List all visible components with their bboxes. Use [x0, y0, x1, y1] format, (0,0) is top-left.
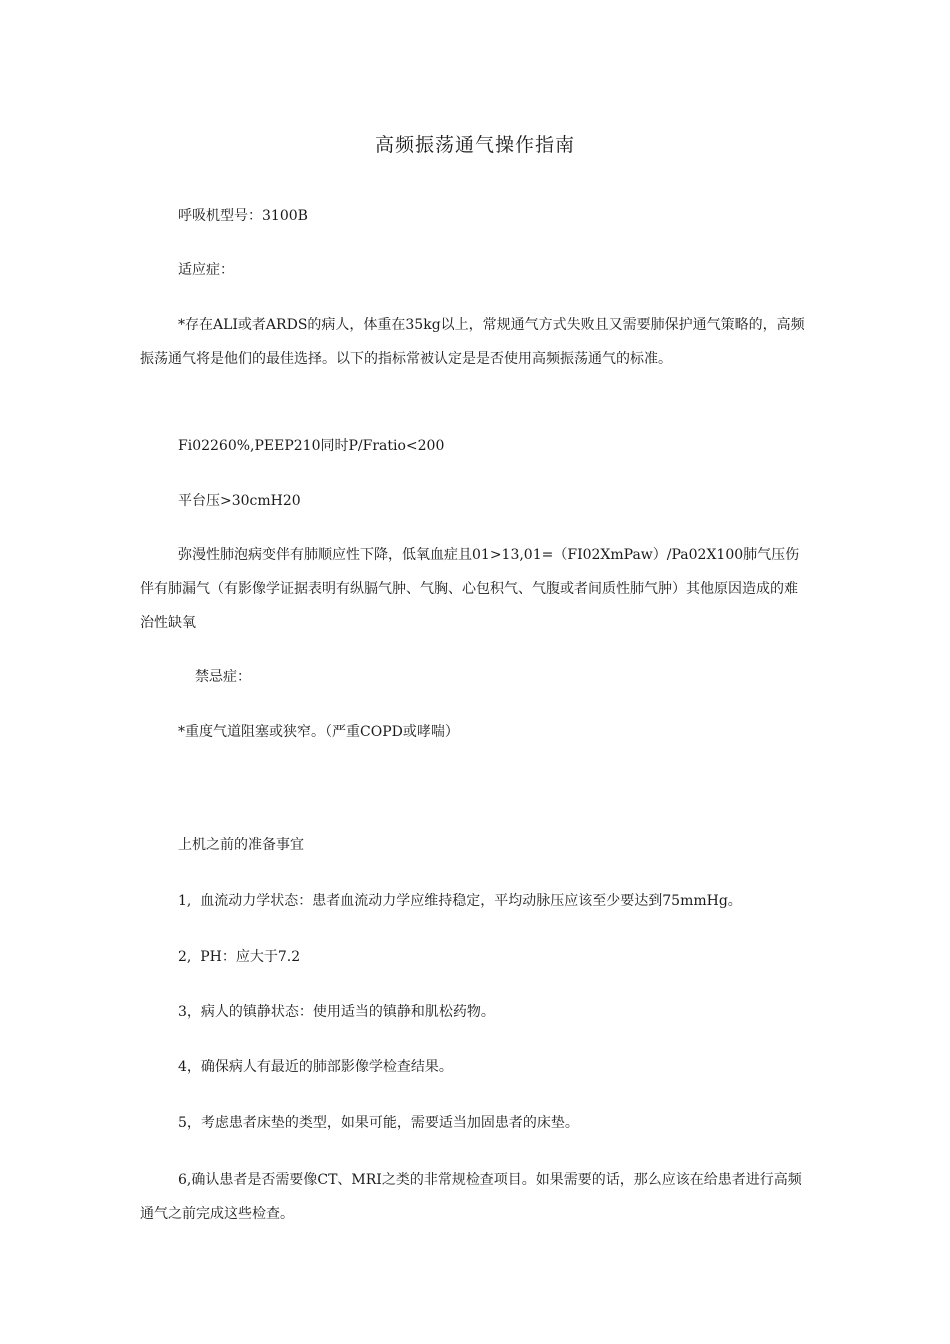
indication-paragraph: *存在ALI或者ARDS的病人，体重在35kg以上，常规通气方式失败且又需要肺保护通气策略的，高频振荡通气将是他们的最佳选择。以下的指标常被认定是是否使用高频振荡通气的标准。: [140, 317, 805, 367]
criteria-plateau-pressure: 平台压>30cmH20: [178, 493, 301, 509]
contraindications-heading: 禁忌症：: [195, 669, 251, 685]
prep-item-4: 4，确保病人有最近的肺部影像学检查结果。: [178, 1059, 453, 1075]
prep-item-5: 5，考虑患者床垫的类型，如果可能，需要适当加固患者的床垫。: [178, 1115, 579, 1131]
prep-item-1: 1, 血流动力学状态：患者血流动力学应维持稳定，平均动脉压应该至少要达到75mmHg。: [178, 893, 742, 909]
criteria-diffuse-disease: 弥漫性肺泡病变伴有肺顺应性下降，低氧血症且01>13,01=（FI02XmPaw）/Pa02X100肺气压伤伴有肺漏气（有影像学证据表明有纵膈气肿、气胸、心包积气、气腹或者间质性肺气肿）其他原因造成的难治性缺氧: [140, 547, 800, 631]
prep-item-2: 2, PH：应大于7.2: [178, 949, 301, 965]
document-title: 高频振荡通气操作指南: [374, 134, 575, 156]
prep-item-3: 3，病人的镇静状态：使用适当的镇静和肌松药物。: [178, 1004, 495, 1020]
preparation-heading: 上机之前的准备事宜: [178, 837, 304, 853]
criteria-fio2-peep: Fi02260%,PEEP210同时P/Fratio<200: [178, 438, 445, 454]
indications-heading: 适应症：: [178, 262, 234, 278]
ventilator-model-line: 呼吸机型号：3100B: [178, 208, 308, 224]
prep-item-6: 6,确认患者是否需要像CT、MRI之类的非常规检查项目。如果需要的话，那么应该在给患者进行高频通气之前完成这些检查。: [140, 1172, 802, 1222]
contraindication-paragraph: *重度气道阻塞或狭窄。（严重COPD或哮喘）: [178, 724, 459, 740]
